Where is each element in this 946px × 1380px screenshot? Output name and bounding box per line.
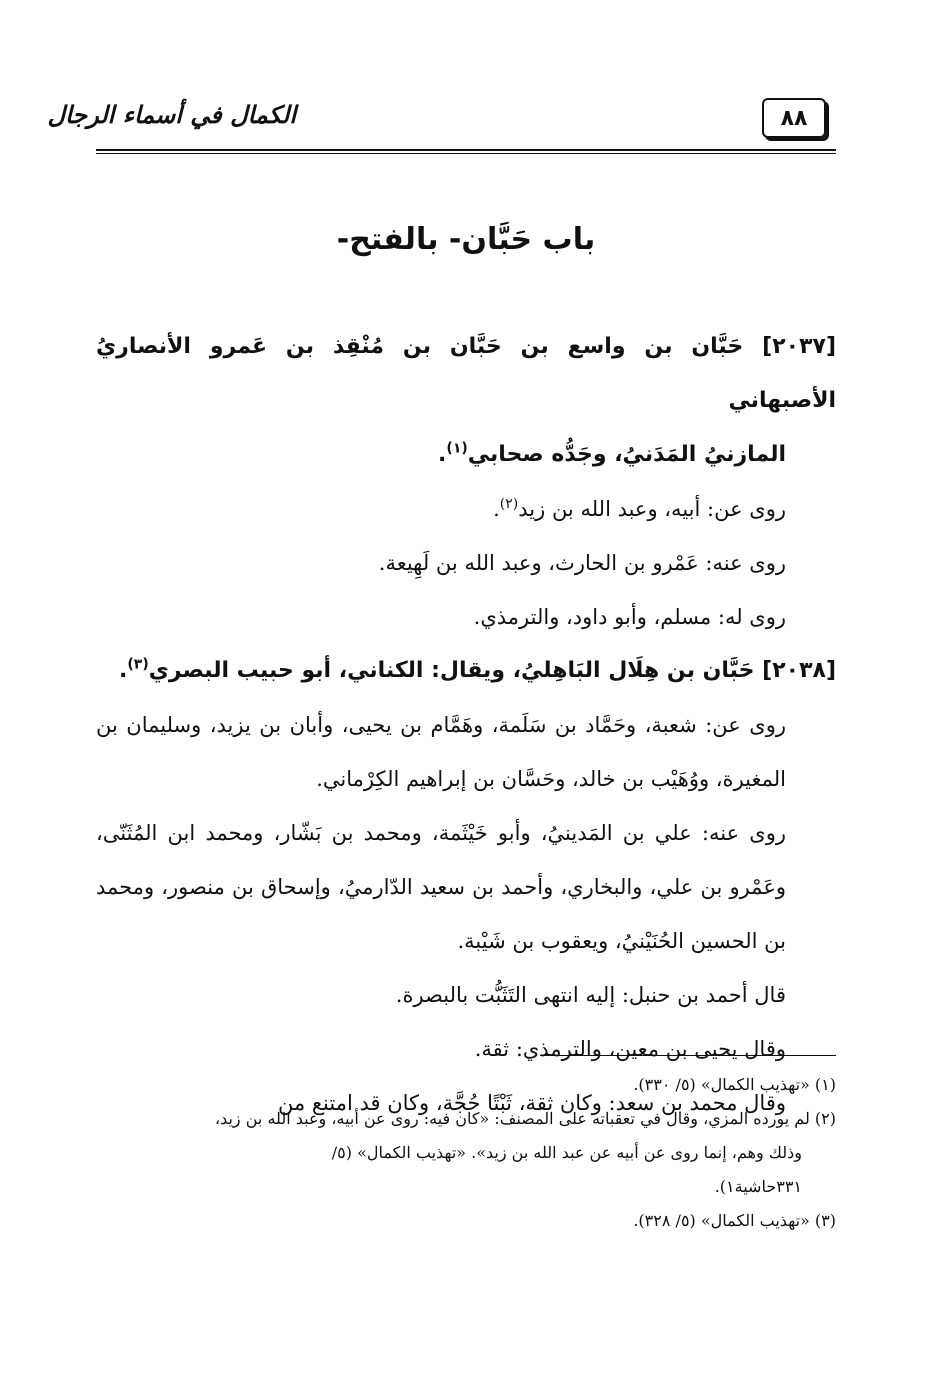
entry-heading-line: المازنيُ المَدَنيُ، وجَدُّه صحابي <box>467 442 786 467</box>
footnote-2: (٢) لم يورده المزي، وقال في تعقباته على المصنف: «كان فيه: روى عن أبيه، وعبد الله بن زيد، <box>214 1109 836 1128</box>
narration-paragraph: وقال محمد بن سعد: وكان ثقة، ثَبْتًا حُجَّة، وكان قد امتنع من <box>277 1091 786 1115</box>
entry-heading-2038 <box>96 644 836 698</box>
footnote-1: (١) «تهذيب الكمال» (٥/ ٣٣٠). <box>633 1075 836 1094</box>
narration-paragraph: روى عن: شعبة، وحَمَّاد بن سَلَمة، وهَمَّام بن يحيى، وأبان بن يزيد، وسليمان بن المغيرة، ووُهَيْب بن خالد، وحَسَّان بن إبراهيم الكِرْماني. <box>96 713 786 791</box>
footnote-marker[interactable]: (١) <box>446 440 468 457</box>
running-title: الكمال في أسماء الرجال <box>47 100 296 129</box>
entry-heading-line: [٢٠٣٧] حَبَّان بن واسع بن حَبَّان بن مُنْقِذ بن عَمرو الأنصاريُ الأصبهاني <box>96 334 836 413</box>
header-rule-thin <box>96 153 836 154</box>
footnote-marker[interactable]: (٣) <box>127 656 149 673</box>
punctuation: . <box>493 497 500 521</box>
entry-heading-2037 <box>96 320 836 428</box>
punctuation: . <box>438 442 447 467</box>
footnote-rule <box>540 1055 836 1056</box>
footnote-3: (٣) «تهذيب الكمال» (٥/ ٣٢٨). <box>633 1211 836 1230</box>
narration-text: روى عن: أبيه، وعبد الله بن زيد <box>518 497 786 521</box>
punctuation: . <box>119 658 128 683</box>
narration-line: روى عنه: عَمْرو بن الحارث، وعبد الله بن لَهِيعة. <box>378 551 786 575</box>
main-text <box>96 320 836 1130</box>
narration-line: روى له: مسلم، وأبو داود، والترمذي. <box>473 605 786 629</box>
narration-line <box>96 482 836 536</box>
page-number: ٨٨ <box>762 98 826 138</box>
footnote-2-cont: ٣٣١حاشية١). <box>714 1177 802 1196</box>
entry-heading-2037-cont <box>96 428 836 482</box>
footnote-marker[interactable]: (٢) <box>499 496 519 512</box>
chapter-title: باب حَبَّان- بالفتح- <box>336 222 596 257</box>
header-rule <box>96 149 836 151</box>
narration-paragraph: قال أحمد بن حنبل: إليه انتهى التَثَبُّت بالبصرة. <box>395 983 786 1007</box>
footnote-2-cont: وذلك وهم، إنما روى عن أبيه عن عبد الله بن زيد». «تهذيب الكمال» (٥/ <box>331 1143 802 1162</box>
narration-paragraph: روى عنه: علي بن المَدينيُ، وأبو خَيْثَمة، ومحمد بن بَشّار، ومحمد ابن المُثَنّى، وعَمْرو بن علي، والبخاري، وأحمد بن سعيد الدّارميُ، وإسحاق بن منصور، ومحمد بن الحسين الحُنَيْنيُ، ويعقوب بن شَيْبة. <box>96 821 786 953</box>
entry-heading-line: [٢٠٣٨] حَبَّان بن هِلَال البَاهِليُ، ويقال: الكناني، أبو حبيب البصري <box>148 658 836 683</box>
narration-paragraph: وقال يحيى بن معين، والترمذي: ثقة. <box>474 1037 786 1061</box>
footnotes <box>96 1068 836 1238</box>
